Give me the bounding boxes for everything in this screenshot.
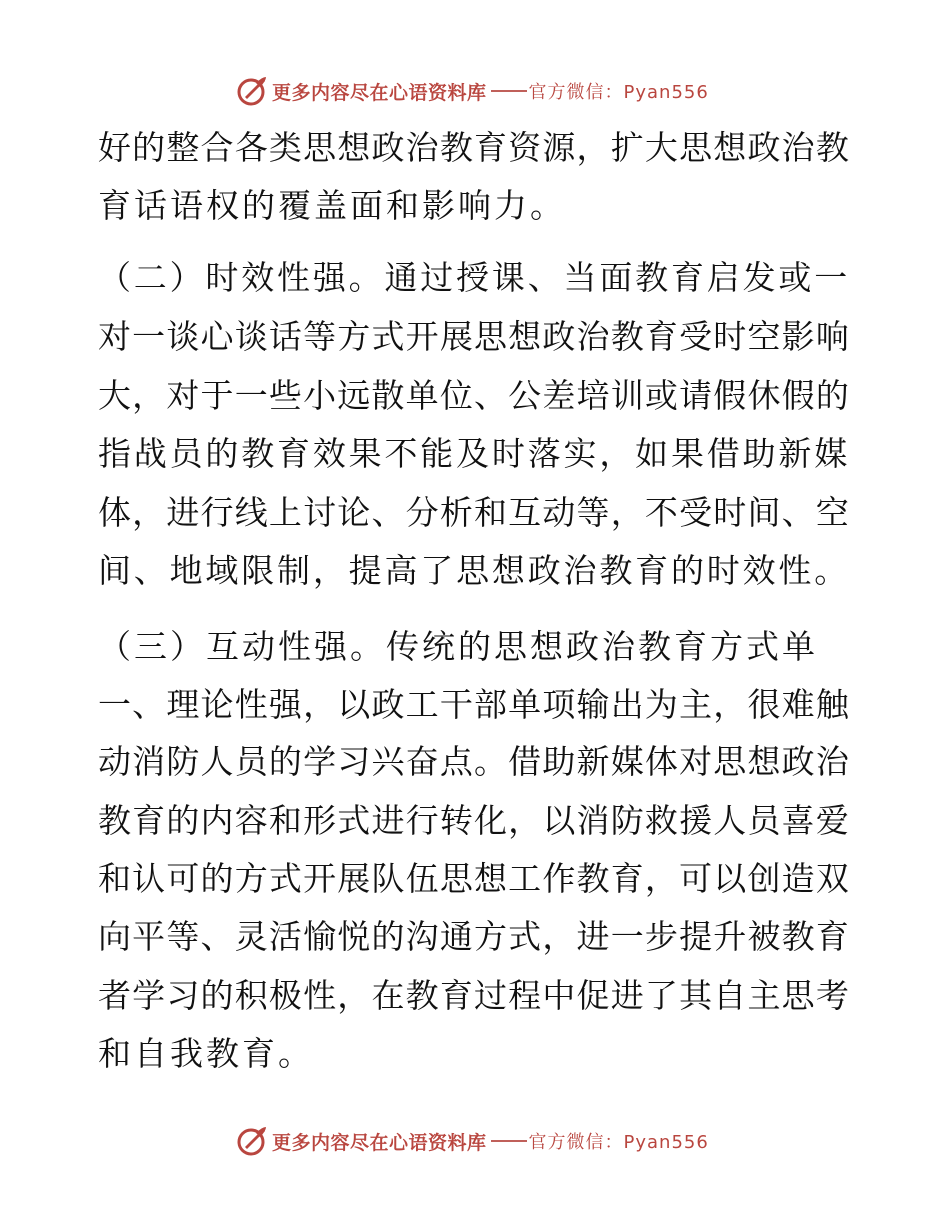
- text-line: 间、地域限制，提高了思想政治教育的时效性。: [98, 551, 850, 590]
- quill-logo-icon: [236, 1125, 268, 1157]
- watermark-text: 更多内容尽在心语资料库: [272, 1131, 487, 1154]
- text-line: 大，对于一些小远散单位、公差培训或请假休假的: [98, 376, 850, 415]
- text-line: 向平等、灵活愉悦的沟通方式，进一步提升被教育: [98, 917, 850, 956]
- text-line: 和认可的方式开展队伍思想工作教育，可以创造双: [98, 859, 850, 898]
- text-line: 育话语权的覆盖面和影响力。: [98, 186, 566, 225]
- quill-logo-icon: [236, 75, 268, 107]
- text-line: 体，进行线上讨论、分析和互动等，不受时间、空: [98, 493, 850, 532]
- text-line: 动消防人员的学习兴奋点。借助新媒体对思想政治: [98, 742, 850, 781]
- text-line: 指战员的教育效果不能及时落实，如果借助新媒: [98, 434, 850, 473]
- watermark-contact: 官方微信：Pyan556: [528, 1132, 709, 1153]
- watermark-dash: [491, 90, 527, 92]
- text-line: 者学习的积极性，在教育过程中促进了其自主思考: [98, 976, 850, 1015]
- watermark-text: 更多内容尽在心语资料库: [272, 81, 487, 104]
- section-heading-line: （二）时效性强。通过授课、当面教育启发或一: [98, 258, 850, 297]
- header-watermark: [236, 74, 709, 108]
- footer-watermark: [236, 1124, 709, 1158]
- watermark-contact: 官方微信：Pyan556: [528, 82, 709, 103]
- text-line: 一、理论性强，以政工干部单项输出为主，很难触: [98, 685, 850, 724]
- text-line: 好的整合各类思想政治教育资源，扩大思想政治教: [98, 128, 850, 167]
- text-line: 对一谈心谈话等方式开展思想政治教育受时空影响: [98, 317, 850, 356]
- watermark-dash: [491, 1140, 527, 1142]
- text-line: 教育的内容和形式进行转化，以消防救援人员喜爱: [98, 801, 850, 840]
- text-line: 和自我教育。: [98, 1034, 314, 1073]
- section-heading-line: （三）互动性强。传统的思想政治教育方式单: [98, 627, 818, 666]
